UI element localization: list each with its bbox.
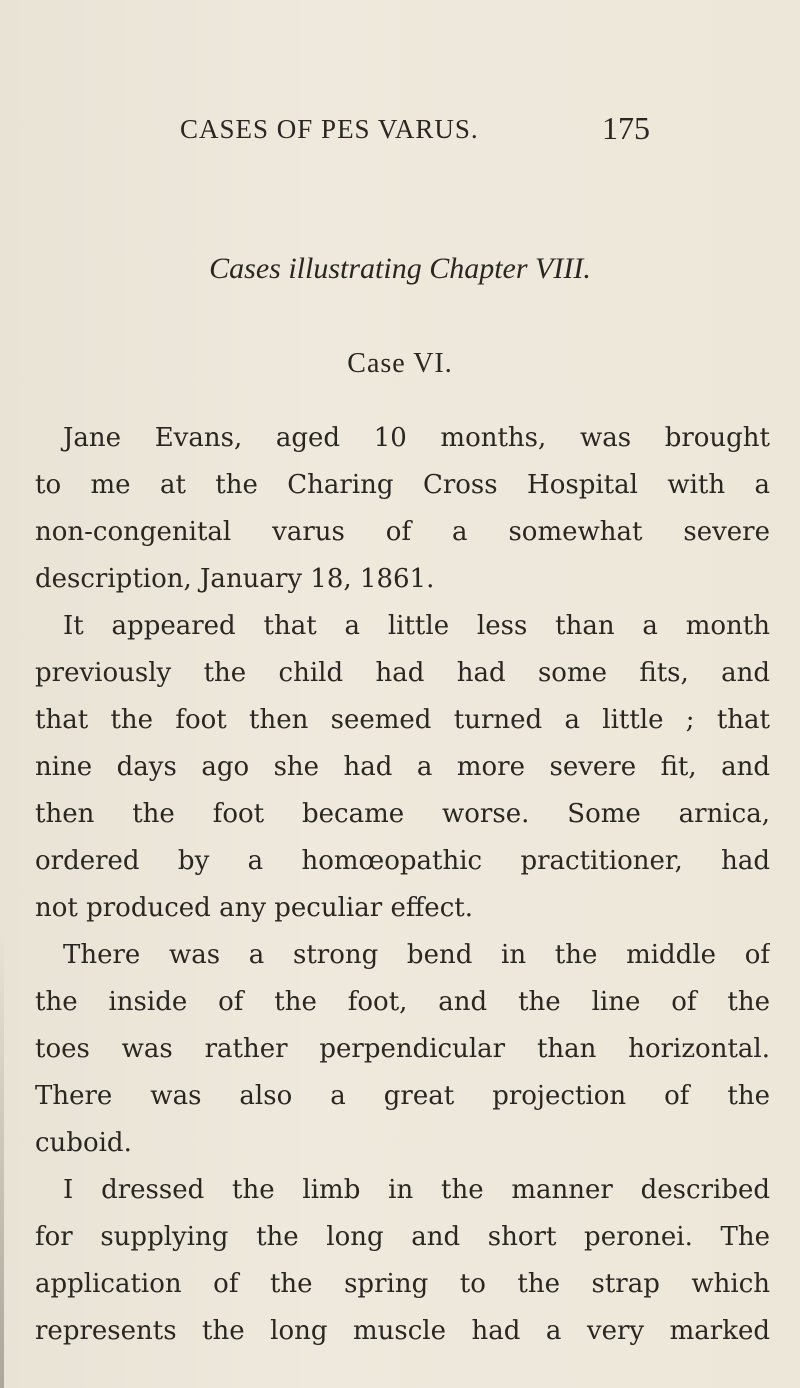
text-line: the inside of the foot, and the line of the — [35, 987, 770, 1017]
running-head-title: CASES OF PES VARUS. — [180, 114, 479, 144]
text-line: cuboid. — [35, 1128, 132, 1158]
running-head — [180, 110, 650, 150]
text-line: to me at the Charing Cross Hospital with a — [35, 470, 770, 500]
case-title: Case VI. — [347, 348, 453, 379]
text-line: that the foot then seemed turned a little ; that — [35, 705, 770, 735]
text-line: description, January 18, 1861. — [35, 564, 435, 594]
text-line: application of the spring to the strap which — [35, 1269, 770, 1299]
text-line: non-congenital varus of a somewhat severe — [35, 517, 770, 547]
text-line: Jane Evans, aged 10 months, was brought — [63, 423, 770, 453]
section-heading: Cases illustrating Chapter VIII. — [209, 252, 591, 285]
text-line: I dressed the limb in the manner described — [63, 1175, 770, 1205]
text-line: not produced any peculiar effect. — [35, 893, 473, 923]
text-line: then the foot became worse. Some arnica, — [35, 799, 770, 829]
text-line: toes was rather perpendicular than horizontal. — [35, 1034, 770, 1064]
text-line: represents the long muscle had a very marked — [35, 1316, 770, 1346]
page-number: 175 — [602, 110, 650, 146]
text-line: ordered by a homœopathic practitioner, had — [35, 846, 770, 876]
text-line: There was also a great projection of the — [35, 1081, 770, 1111]
text-line: nine days ago she had a more severe fit, and — [35, 752, 770, 782]
text-line: It appeared that a little less than a month — [63, 611, 770, 641]
body-text — [35, 415, 770, 1355]
text-line: There was a strong bend in the middle of — [63, 940, 770, 970]
binding-shadow — [0, 930, 4, 1388]
text-line: for supplying the long and short peronei. The — [35, 1222, 770, 1252]
text-line: previously the child had had some fits, and — [35, 658, 770, 688]
